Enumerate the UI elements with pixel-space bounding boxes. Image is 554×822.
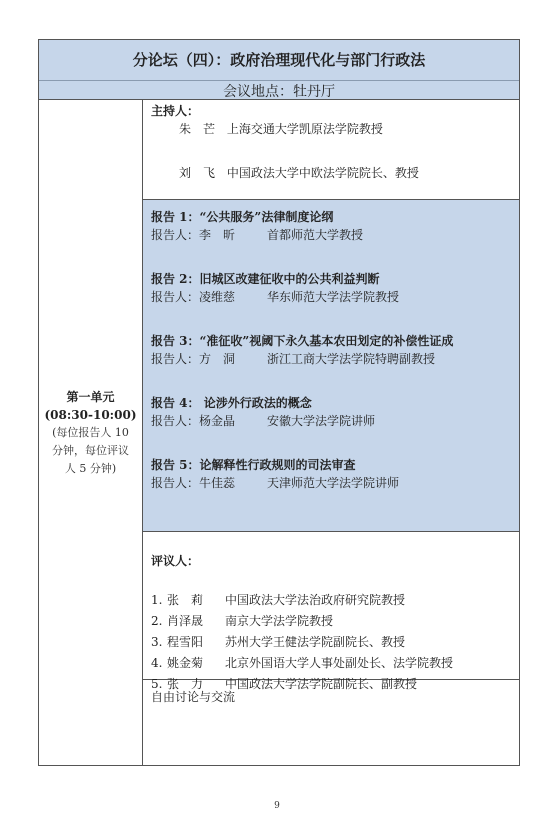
presenter-name: 凌维慈 [199,290,236,304]
session-note-2: 分钟，每位评议 [52,443,129,457]
report-presenter [151,350,519,368]
host-affiliation: 上海交通大学凯原法学院教授 [226,122,383,136]
report-item [151,394,519,430]
report-item [151,208,519,244]
reviewer-number: 2. [151,614,163,628]
reviewer-affiliation: 中国政法大学法学院副院长、副教授 [225,677,418,691]
reviewer-affiliation: 中国政法大学法治政府研究院教授 [225,593,406,607]
session-info [39,100,143,765]
reviewers-label: 评议人： [151,554,200,568]
presenter-name: 杨金晶 [199,414,236,428]
report-title: 报告 3：“准征收”视阈下永久基本农田划定的补偿性证成 [151,334,454,348]
session-time: (08:30-10:00) [44,407,137,422]
presenter-affiliation: 浙江工商大学法学院特聘副教授 [267,352,436,366]
free-discussion: 自由讨论与交流 [151,690,236,704]
report-item [151,270,519,306]
report-title: 报告 1：“公共服务”法律制度论纲 [151,210,334,224]
presenter-label: 报告人： [151,290,200,304]
reviewer-name: 张 莉 [167,593,204,607]
hosts-section [143,100,519,200]
reviewer-affiliation: 南京大学法学院教授 [225,614,334,628]
reviewer-number: 4. [151,656,163,670]
presenter-label: 报告人： [151,414,200,428]
session-row [39,100,519,765]
presenter-label: 报告人： [151,352,200,366]
host-item [151,120,519,138]
host-affiliation: 中国政法大学中欧法学院院长、教授 [226,166,419,180]
page-number: 9 [274,801,280,811]
session-note-3: 人 5 分钟) [64,461,117,475]
report-title: 报告 4： 论涉外行政法的概念 [151,396,312,410]
presenter-name: 李 昕 [199,228,236,242]
report-item [151,456,519,492]
report-presenter [151,474,519,492]
schedule-table [38,39,520,766]
presenter-affiliation: 天津师范大学法学院讲师 [267,476,400,490]
report-title: 报告 5：论解释性行政规则的司法审查 [151,458,356,472]
presenter-label: 报告人： [151,228,200,242]
reviewer-name: 张 力 [167,677,204,691]
host-name: 刘 飞 [179,166,216,180]
reviewer-name: 姚金菊 [167,656,204,670]
report-title: 报告 2：旧城区改建征收中的公共利益判断 [151,272,380,286]
report-presenter [151,226,519,244]
reviewer-item [151,632,519,653]
reviewer-affiliation: 苏州大学王健法学院副院长、教授 [225,635,406,649]
reviewer-name: 程雪阳 [167,635,204,649]
reviewer-item [151,611,519,632]
hosts-label: 主持人： [151,104,200,118]
report-presenter [151,412,519,430]
session-note-1: (每位报告人 10 [52,425,129,439]
presenter-label: 报告人： [151,476,200,490]
reviewer-affiliation: 北京外国语大学人事处副处长、法学院教授 [225,656,454,670]
report-item [151,332,519,368]
presenter-affiliation: 安徽大学法学院讲师 [267,414,376,428]
reviewer-number: 5. [151,677,163,691]
host-name: 朱 芒 [179,122,216,136]
reviewer-number: 3. [151,635,163,649]
reviewer-number: 1. [151,593,163,607]
session-unit: 第一单元 [66,389,115,404]
forum-title: 分论坛（四）：政府治理现代化与部门行政法 [132,51,426,69]
session-details [143,100,519,765]
free-discussion-section [143,680,519,765]
reviewer-item [151,590,519,611]
reviewer-item [151,653,519,674]
reviewers-section [143,532,519,691]
presenter-name: 牛佳蕊 [199,476,236,490]
host-item [151,164,519,182]
presenter-affiliation: 首都师范大学教授 [267,228,364,242]
forum-header [39,40,519,100]
presenter-affiliation: 华东师范大学法学院教授 [267,290,400,304]
presenter-name: 方 洞 [199,352,236,366]
reports-section [143,200,519,532]
reviewer-name: 肖泽晟 [167,614,204,628]
venue: 会议地点：牡丹厅 [39,80,519,101]
report-presenter [151,288,519,306]
